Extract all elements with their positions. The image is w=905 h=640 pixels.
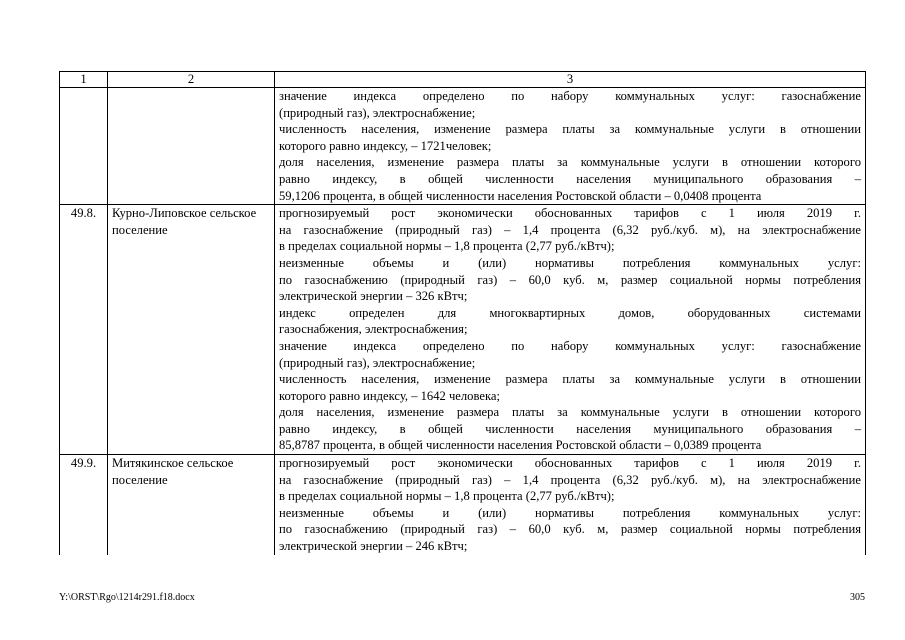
file-path-footer: Y:\ORST\Rgo\1214r291.f18.docx xyxy=(59,592,195,603)
header-row xyxy=(60,72,866,88)
text-line: (природный газ), электроснабжение; xyxy=(279,355,476,370)
text-line: газоснабжения, электроснабжения; xyxy=(279,322,468,337)
header-cell: 3 xyxy=(275,72,866,88)
table-row xyxy=(60,88,866,205)
description-cell xyxy=(275,455,866,555)
text-line: неизменные объемы и (или) нормативы потребления коммунальных услуг: xyxy=(279,255,861,270)
text-line: равно индексу, в общей численности населения муниципального образования – xyxy=(279,421,861,436)
text-line: на газоснабжение (природный газ) – 1,4 процента (6,32 руб./куб. м), на электроснабжение xyxy=(279,222,861,237)
table-row xyxy=(60,455,866,555)
text-line: которого равно индексу, – 1642 человека; xyxy=(279,388,500,403)
row-number: 49.9. xyxy=(60,455,108,555)
header-cell: 1 xyxy=(60,72,108,88)
settlement-name: Митякинское сельское поселение xyxy=(108,455,275,555)
settlement-name: Курно-Липовское сельское поселение xyxy=(108,205,275,455)
text-line: электрической энергии – 246 кВтч; xyxy=(279,539,468,554)
text-line: численность населения, изменение размера платы за коммунальные услуги в отношении xyxy=(279,122,861,137)
text-line: численность населения, изменение размера платы за коммунальные услуги в отношении xyxy=(279,372,861,387)
text-line: 85,8787 процента, в общей численности населения Ростовской области – 0,0389 процента xyxy=(279,438,762,453)
text-line: 59,1206 процента, в общей численности населения Ростовской области – 0,0408 процента xyxy=(279,188,762,203)
data-table xyxy=(59,71,866,555)
text-line: неизменные объемы и (или) нормативы потребления коммунальных услуг: xyxy=(279,505,861,520)
text-line: прогнозируемый рост экономически обоснованных тарифов с 1 июля 2019 г. xyxy=(279,206,861,221)
row-number xyxy=(60,88,108,205)
text-line: доля населения, изменение размера платы за коммунальные услуги в отношении которого xyxy=(279,155,861,170)
header-cell: 2 xyxy=(108,72,275,88)
text-line: значение индекса определено по набору коммунальных услуг: газоснабжение xyxy=(279,338,861,353)
table-row xyxy=(60,205,866,455)
text-line: по газоснабжению (природный газ) – 60,0 куб. м, размер социальной нормы потребления xyxy=(279,272,861,287)
description-cell xyxy=(275,205,866,455)
description-cell xyxy=(275,88,866,205)
row-number: 49.8. xyxy=(60,205,108,455)
text-line: равно индексу, в общей численности населения муниципального образования – xyxy=(279,171,861,186)
text-line: на газоснабжение (природный газ) – 1,4 процента (6,32 руб./куб. м), на электроснабжение xyxy=(279,472,861,487)
text-line: значение индекса определено по набору коммунальных услуг: газоснабжение xyxy=(279,89,861,103)
text-line: в пределах социальной нормы – 1,8 процента (2,77 руб./кВтч); xyxy=(279,239,615,254)
text-line: в пределах социальной нормы – 1,8 процента (2,77 руб./кВтч); xyxy=(279,489,615,504)
text-line: электрической энергии – 326 кВтч; xyxy=(279,289,468,304)
text-line: индекс определен для многоквартирных домов, оборудованных системами xyxy=(279,305,861,320)
text-line: которого равно индексу, – 1721человек; xyxy=(279,138,492,153)
settlement-name xyxy=(108,88,275,205)
text-line: прогнозируемый рост экономически обоснованных тарифов с 1 июля 2019 г. xyxy=(279,456,861,471)
text-line: доля населения, изменение размера платы за коммунальные услуги в отношении которого xyxy=(279,405,861,420)
page-number: 305 xyxy=(850,592,865,603)
text-line: (природный газ), электроснабжение; xyxy=(279,105,476,120)
text-line: по газоснабжению (природный газ) – 60,0 куб. м, размер социальной нормы потребления xyxy=(279,522,861,537)
